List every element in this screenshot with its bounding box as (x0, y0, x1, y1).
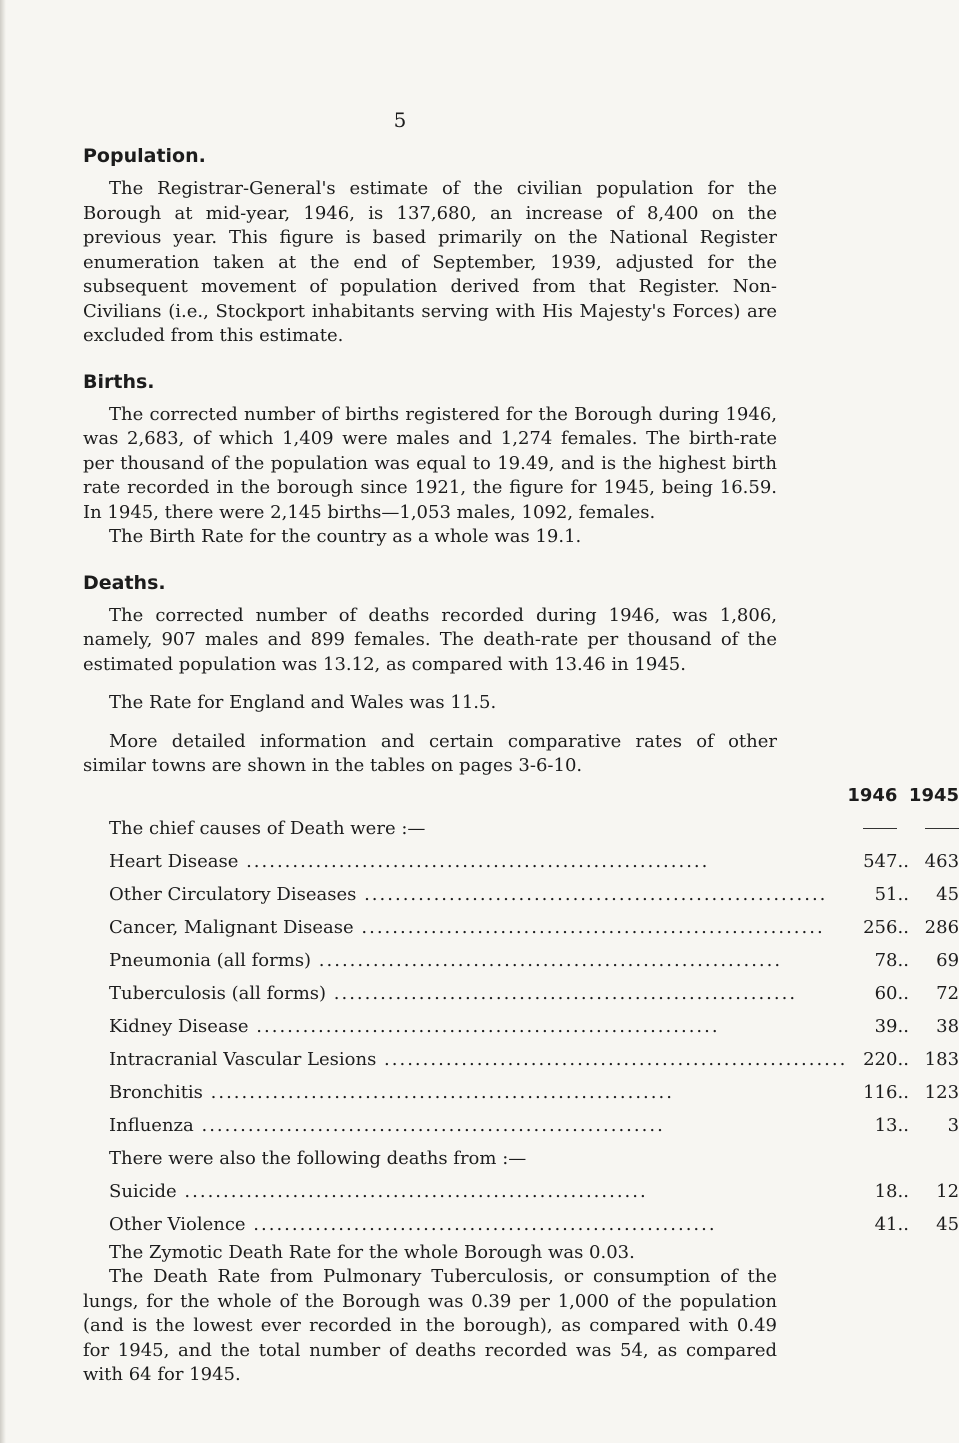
document-body (83, 145, 959, 1410)
row-separator: .. (897, 949, 909, 971)
dot-leader: ............................................................ (176, 1180, 648, 1202)
row-label: Influenza ............................................................ (109, 1114, 665, 1136)
causes-intro-row (109, 812, 959, 845)
value-1945: 183 (924, 1048, 959, 1070)
table-row (109, 1010, 959, 1043)
value-1946: 547 (863, 850, 898, 872)
value-1945: 123 (924, 1081, 959, 1103)
row-separator: .. (897, 916, 909, 938)
value-1946: 51 (874, 883, 898, 905)
value-1946: 39 (874, 1015, 898, 1037)
also-intro: There were also the following deaths from :— (109, 1147, 527, 1169)
table-row (109, 1043, 959, 1076)
row-label: Bronchitis ............................................................ (109, 1081, 674, 1103)
value-1946: 116 (863, 1081, 898, 1103)
table-row (109, 845, 959, 878)
header-rule-1945 (925, 828, 959, 829)
year-1946-header: 1946 (847, 784, 898, 806)
row-separator: .. (897, 1114, 909, 1136)
births-paragraph-2: The Birth Rate for the country as a whole was 19.1. (109, 526, 582, 547)
dot-leader: ............................................................ (245, 1213, 717, 1235)
births-section (83, 371, 777, 550)
deaths-paragraph-1: The corrected number of deaths recorded during 1946, was 1,806, namely, 907 males and 899 females. The death-rate per thousand of the estimated population was 13.12, as compared with 13.46 in 1945. (83, 604, 777, 675)
row-separator: .. (897, 1081, 909, 1103)
row-label: Other Circulatory Diseases ............................................................ (109, 883, 828, 905)
deaths-section (83, 571, 959, 1388)
page-edge (0, 0, 6, 1443)
header-rule-1946 (863, 828, 897, 829)
value-1946: 18 (874, 1180, 898, 1202)
value-1945: 463 (924, 850, 959, 872)
row-separator: .. (897, 1048, 909, 1070)
value-1945: 45 (936, 1213, 959, 1235)
value-1946: 256 (863, 916, 898, 938)
zymotic-paragraph: The Zymotic Death Rate for the whole Borough was 0.03. (109, 1241, 635, 1263)
deaths-heading: Deaths. (83, 571, 166, 594)
value-1946: 13 (874, 1114, 898, 1136)
row-separator: .. (897, 850, 909, 872)
value-1945: 69 (936, 949, 959, 971)
value-1945: 12 (936, 1180, 959, 1202)
pulmonary-paragraph: The Death Rate from Pulmonary Tuberculosis, or consumption of the lungs, for the whole of the Borough was 0.39 per 1,000 of the population (and is the lowest ever recorded in the borough), as compared with 0.49 for 1945, and the total number of deaths recorded was 54, as compared with 64 for 1945. (83, 1266, 777, 1385)
table-row (109, 944, 959, 977)
row-label: Suicide ............................................................ (109, 1180, 648, 1202)
also-rows (109, 1175, 959, 1241)
table-row (109, 1208, 959, 1241)
dot-leader: ............................................................ (238, 850, 710, 872)
value-1945: 45 (936, 883, 959, 905)
dot-leader: ............................................................ (248, 1015, 720, 1037)
table-row (109, 977, 959, 1010)
value-1946: 41 (874, 1213, 898, 1235)
value-1945: 72 (936, 982, 959, 1004)
row-separator: .. (897, 1213, 909, 1235)
row-separator: .. (897, 982, 909, 1004)
table-row (109, 1076, 959, 1109)
population-heading: Population. (83, 145, 206, 167)
value-1946: 60 (874, 982, 898, 1004)
table-row (109, 1175, 959, 1208)
row-label: Cancer, Malignant Disease ............................................................ (109, 916, 825, 938)
causes-of-death-table (109, 779, 959, 1241)
table-row (109, 1109, 959, 1142)
table-year-header-row (109, 779, 959, 812)
table-row (109, 911, 959, 944)
dot-leader: ............................................................ (311, 949, 783, 971)
table-row (109, 878, 959, 911)
dot-leader: ............................................................ (202, 1081, 674, 1103)
population-paragraph: The Registrar-General's estimate of the civilian population for the Borough at mid-year, 1946, is 137,680, an increase of 8,400 on the previous year. This figure is based primarily on the National Register enumeration taken at the end of September, 1939, adjusted for the subsequent movement of population derived from that Register. Non-Civilians (i.e., Stockport inhabitants serving with His Majesty's Forces) are excluded from this estimate. (83, 178, 777, 346)
page-number: 5 (393, 108, 407, 132)
row-label: Intracranial Vascular Lesions ............................................................ (109, 1048, 848, 1070)
row-label: Other Violence ............................................................ (109, 1213, 717, 1235)
dot-leader: ............................................................ (326, 982, 798, 1004)
dot-leader: ............................................................ (356, 883, 828, 905)
births-heading: Births. (83, 370, 155, 393)
row-label: Pneumonia (all forms) ............................................................ (109, 949, 783, 971)
deaths-paragraph-2: The Rate for England and Wales was 11.5. (109, 692, 497, 713)
row-separator: .. (897, 1015, 909, 1037)
also-intro-row (109, 1142, 959, 1175)
value-1945: 38 (936, 1015, 959, 1037)
causes-intro: The chief causes of Death were :— (109, 817, 426, 839)
row-separator: .. (897, 1180, 909, 1202)
value-1945: 3 (947, 1114, 959, 1136)
births-paragraph-1: The corrected number of births registered for the Borough during 1946, was 2,683, of which 1,409 were males and 1,274 females. The birth-rate per thousand of the population was equal to 19.49, and is the highest birth rate recorded in the borough since 1921, the figure for 1945, being 16.59. In 1945, there were 2,145 births—1,053 males, 1092, females. (83, 403, 777, 523)
row-label: Heart Disease ............................................................ (109, 850, 710, 872)
row-label: Kidney Disease ............................................................ (109, 1015, 720, 1037)
deaths-paragraph-3: More detailed information and certain comparative rates of other similar towns are shown in the tables on pages 3-6-10. (83, 730, 777, 776)
dot-leader: ............................................................ (353, 916, 825, 938)
year-1945-header: 1945 (908, 784, 959, 806)
row-label: Tuberculosis (all forms) ............................................................ (109, 982, 798, 1004)
row-separator: .. (897, 883, 909, 905)
value-1946: 78 (874, 949, 898, 971)
dot-leader: ............................................................ (193, 1114, 665, 1136)
causes-rows (109, 845, 959, 1142)
population-section (83, 145, 777, 349)
value-1946: 220 (863, 1048, 898, 1070)
value-1945: 286 (924, 916, 959, 938)
dot-leader: ............................................................ (376, 1048, 848, 1070)
